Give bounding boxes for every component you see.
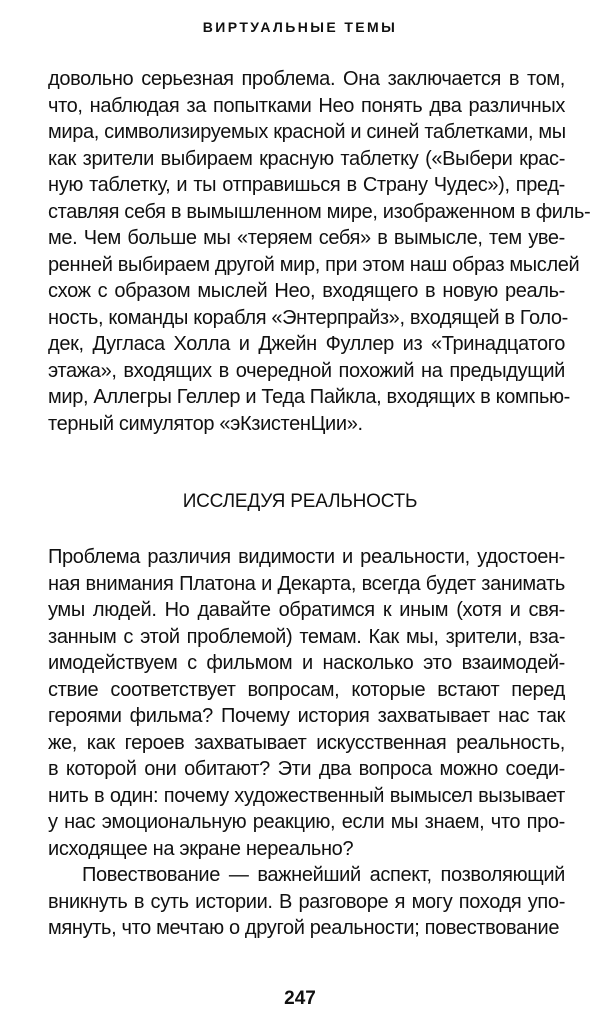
- text-line: героями фильма? Почему история захватывает нас так: [48, 705, 565, 727]
- text-line: довольно серьезная проблема. Она заключается в том,: [48, 68, 565, 90]
- text-line: занным с этой проблемой) темам. Как мы, зрители, вза-: [48, 625, 565, 648]
- text-line: исходящее на экране нереально?: [48, 837, 354, 860]
- text-line: схож с образом мыслей Нео, входящего в новую реаль-: [48, 280, 565, 302]
- text-line: мянуть, что мечтаю о другой реальности; повествование: [48, 917, 560, 939]
- text-line: ную таблетку, и ты отправишься в Страну Чудес»), пред-: [48, 174, 565, 196]
- text-line: Проблема различия видимости и реальности, удостоен-: [48, 546, 565, 568]
- paragraph-1: [48, 66, 591, 437]
- text-line: умы людей. Но давайте обратимся к иным (хотя и свя-: [48, 599, 565, 621]
- text-line: дек, Дугласа Холла и Джейн Фуллер из «Тринадцатого: [48, 333, 565, 355]
- text-line: терный симулятор «эКзистенЦии».: [48, 412, 363, 435]
- text-line: ме. Чем больше мы «теряем себя» в вымысле, тем уве-: [48, 227, 565, 249]
- text-line: ная внимания Платона и Декарта, всегда будет занимать: [48, 572, 565, 595]
- text-line: мира, символизируемых красной и синей таблетками, мы: [48, 121, 566, 143]
- page-number: 247: [284, 988, 316, 1009]
- text-line: нить в один: почему художественный вымысел вызывает: [48, 784, 565, 807]
- text-line: ренней выбираем другой мир, при этом наш образ мыслей: [48, 253, 580, 276]
- section-title: ИССЛЕДУЯ РЕАЛЬНОСТЬ: [182, 491, 418, 512]
- text-line: в которой они обитают? Эти два вопроса можно соеди-: [48, 758, 565, 780]
- paragraph-2: [48, 544, 565, 942]
- text-line: имодействуем с фильмом и насколько это взаимодей-: [48, 652, 565, 674]
- text-line: у нас эмоциональную реакцию, если мы знаем, что про-: [48, 811, 565, 833]
- text-line: вникнуть в суть истории. В разговоре я могу походя упо-: [48, 890, 565, 913]
- text-line: как зрители выбираем красную таблетку («Выбери крас-: [48, 147, 565, 170]
- text-line: ность, команды корабля «Энтерпрайз», входящей в Голо-: [48, 306, 568, 329]
- text-line: же, как героев захватывает искусственная реальность,: [48, 731, 565, 754]
- text-line: мир, Аллегры Геллер и Теда Пайкла, входящих в компью-: [48, 386, 570, 408]
- text-line: что, наблюдая за попытками Нео понять два различных: [48, 94, 565, 117]
- text-line: ствие соответствует вопросам, которые встают перед: [48, 678, 565, 701]
- text-line: Повествование — важнейший аспект, позволяющий: [82, 864, 565, 886]
- text-line: этажа», входящих в очередной похожий на предыдущий: [48, 359, 565, 382]
- text-line: ставляя себя в вымышленном мире, изображенном в филь-: [48, 200, 591, 223]
- running-head: ВИРТУАЛЬНЫЕ ТЕМЫ: [202, 19, 398, 35]
